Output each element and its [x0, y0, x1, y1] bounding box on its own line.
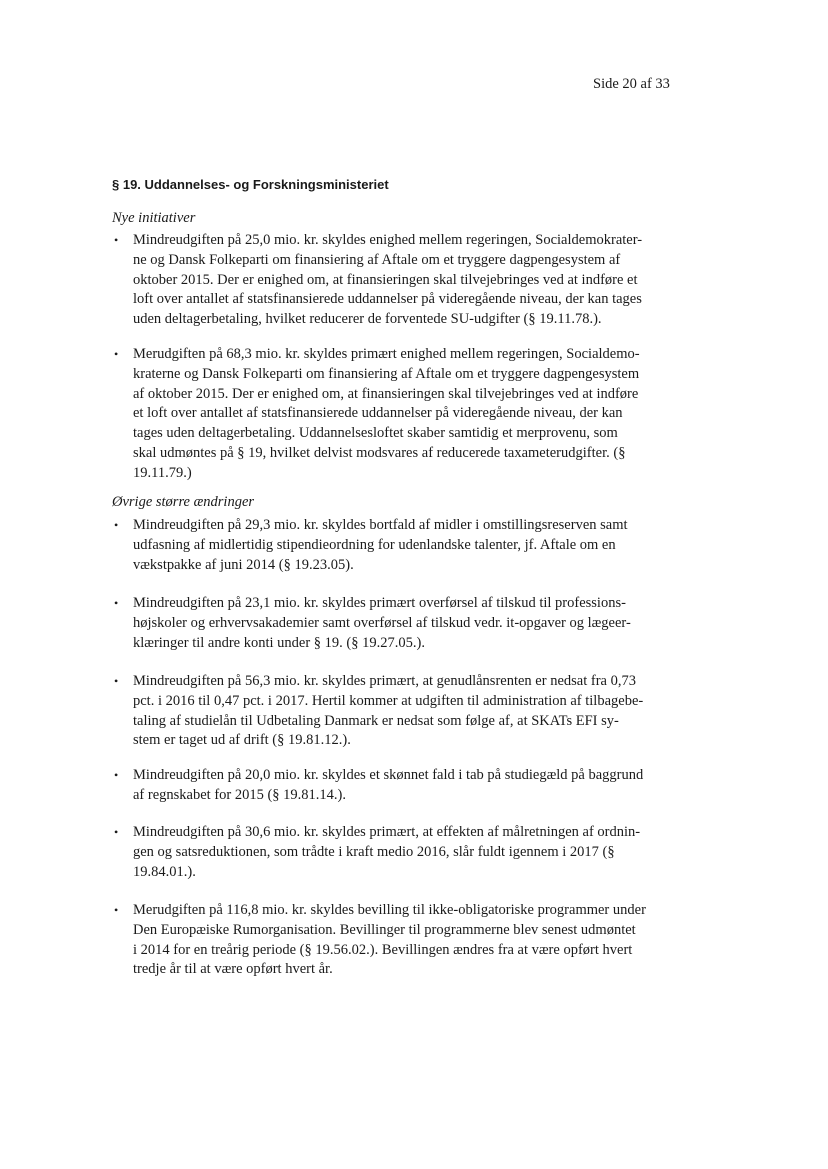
- bullet-marker: •: [114, 233, 119, 247]
- text-line: Mindreudgiften på 25,0 mio. kr. skyldes enighed mellem regeringen, Socialdemokrater-: [133, 232, 643, 248]
- text-line: kraterne og Dansk Folkeparti om finansiering af Aftale om et tryggere dagpengesystem: [133, 365, 640, 382]
- page-number: Side 20 af 33: [593, 76, 670, 92]
- text-line: Mindreudgiften på 29,3 mio. kr. skyldes bortfald af midler i omstillingsreserven samt: [133, 517, 628, 533]
- bullet-marker: •: [114, 518, 119, 532]
- list-item: [112, 345, 682, 484]
- text-line: Mindreudgiften på 20,0 mio. kr. skyldes et skønnet fald i tab på studiegæld på baggrund: [133, 767, 644, 783]
- bullet-marker: •: [114, 903, 119, 917]
- text-line: højskoler og erhvervsakademier samt overførsel af tilskud vedr. it-opgaver og lægeer-: [133, 614, 631, 631]
- list-item: [112, 901, 682, 980]
- list-item: [112, 766, 682, 806]
- text-line: udfasning af midlertidig stipendieordning for udenlandske talenter, jf. Aftale om en: [133, 536, 616, 553]
- text-line: stem er taget ud af drift (§ 19.81.12.).: [133, 732, 351, 749]
- text-line: vækstpakke af juni 2014 (§ 19.23.05).: [133, 556, 354, 573]
- bullet-text: [133, 516, 682, 575]
- list-item: [112, 823, 682, 882]
- list-item: [112, 231, 682, 330]
- bullet-marker: •: [114, 674, 119, 688]
- bullet-text: [133, 823, 682, 882]
- bullet-text: [133, 594, 682, 653]
- bullet-text: [133, 766, 682, 806]
- text-line: 19.84.01.).: [133, 863, 196, 880]
- bullet-marker: •: [114, 768, 119, 782]
- section-heading: § 19. Uddannelses- og Forskningsministeriet: [112, 177, 389, 192]
- list-item: [112, 516, 682, 575]
- text-line: ne og Dansk Folkeparti om finansiering af Aftale om et tryggere dagpengesystem af: [133, 251, 621, 268]
- bullet-text: [133, 345, 682, 484]
- text-line: i 2014 for en treårig periode (§ 19.56.02.). Bevillingen ændres fra at være opført hvert: [133, 941, 633, 958]
- bullet-marker: •: [114, 347, 119, 361]
- text-line: Mindreudgiften på 23,1 mio. kr. skyldes primært overførsel af tilskud til professions-: [133, 595, 626, 611]
- text-line: klæringer til andre konti under § 19. (§ 19.27.05.).: [133, 634, 425, 651]
- text-line: 19.11.79.): [133, 464, 192, 481]
- text-line: Den Europæiske Rumorganisation. Bevillinger til programmerne blev senest udmøntet: [133, 921, 636, 938]
- text-line: Merudgiften på 68,3 mio. kr. skyldes primært enighed mellem regeringen, Socialdemo-: [133, 346, 640, 362]
- text-line: tredje år til at være opført hvert år.: [133, 961, 333, 978]
- text-line: et loft over antallet af statsfinansierede uddannelser på videregående niveau, der kan: [133, 405, 623, 422]
- text-line: af oktober 2015. Der er enighed om, at finansieringen skal tilvejebringes ved at indføre: [133, 385, 639, 402]
- text-line: oktober 2015. Der er enighed om, at finansieringen skal tilvejebringes ved at indføre et: [133, 271, 638, 288]
- text-line: loft over antallet af statsfinansierede uddannelser på videregående niveau, der kan tages: [133, 291, 642, 308]
- text-line: pct. i 2016 til 0,47 pct. i 2017. Hertil kommer at udgiften til administration af tilbagebe-: [133, 692, 644, 709]
- group-heading-other-changes: Øvrige større ændringer: [112, 494, 255, 510]
- list-item: [112, 672, 682, 751]
- group-heading-new-initiatives: Nye initiativer: [112, 210, 196, 226]
- bullet-marker: •: [114, 596, 119, 610]
- bullet-text: [133, 231, 682, 330]
- text-line: Mindreudgiften på 30,6 mio. kr. skyldes primært, at effekten af målretningen af ordnin-: [133, 824, 641, 840]
- text-line: af regnskabet for 2015 (§ 19.81.14.).: [133, 786, 347, 803]
- text-line: Mindreudgiften på 56,3 mio. kr. skyldes primært, at genudlånsrenten er nedsat fra 0,73: [133, 673, 636, 689]
- text-line: uden deltagerbetaling, hvilket reducerer de forventede SU-udgifter (§ 19.11.78.).: [133, 311, 602, 328]
- bullet-marker: •: [114, 825, 119, 839]
- bullet-text: [133, 672, 682, 751]
- text-line: gen og satsreduktionen, som trådte i kraft medio 2016, slår fuldt igennem i 2017 (§: [133, 843, 615, 860]
- text-line: tages uden deltagerbetaling. Uddannelsesloftet skaber samtidig et merprovenu, som: [133, 425, 618, 442]
- bullet-text: [133, 901, 682, 980]
- text-line: Merudgiften på 116,8 mio. kr. skyldes bevilling til ikke-obligatoriske programmer under: [133, 902, 646, 918]
- text-line: skal udmøntes på § 19, hvilket delvist modsvares af reducerede taxameterudgifter. (§: [133, 444, 626, 461]
- list-item: [112, 594, 682, 653]
- text-line: taling af studielån til Udbetaling Danmark er nedsat som følge af, at SKATs EFI sy-: [133, 712, 619, 729]
